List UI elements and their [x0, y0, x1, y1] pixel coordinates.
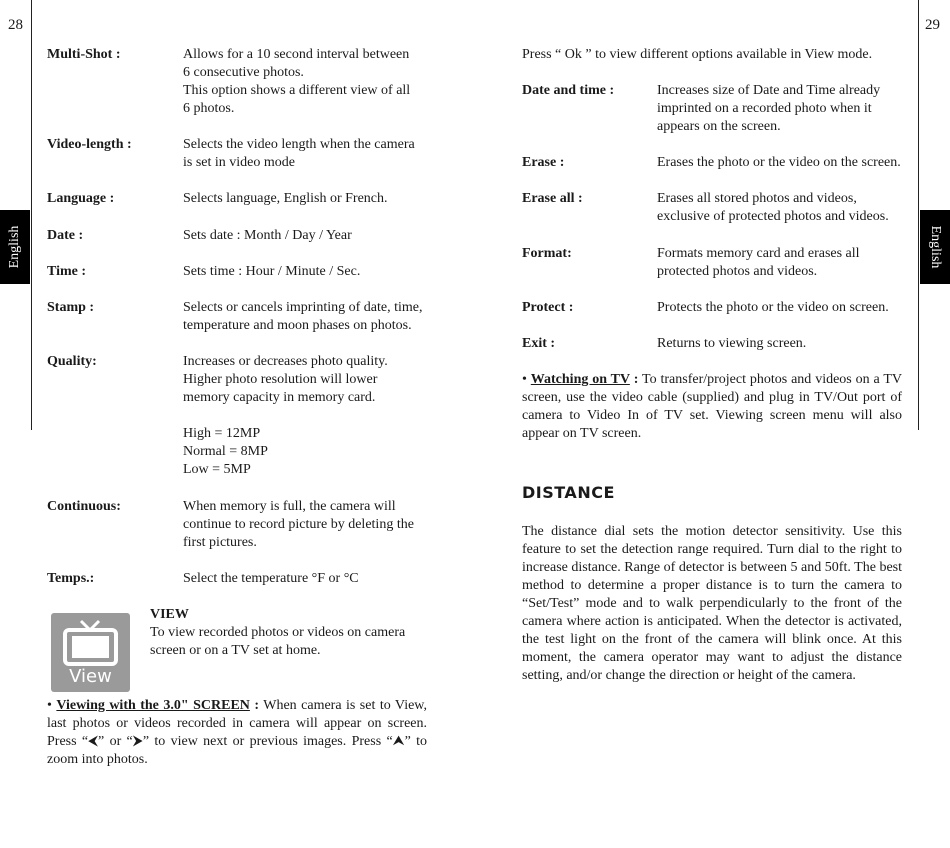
setting-description-line: continue to record picture by deleting the: [183, 517, 414, 532]
view-option-description: [657, 190, 889, 226]
setting-description: [183, 570, 359, 588]
setting-description: [183, 190, 388, 208]
tv-bullet: •: [522, 372, 527, 387]
setting-description: [183, 299, 422, 335]
side-tab-right: [920, 210, 950, 284]
setting-description: [183, 136, 415, 172]
side-tab-right-label: English: [928, 225, 943, 269]
setting-description-line: When memory is full, the camera will: [183, 499, 396, 514]
viewing-sep: :: [249, 698, 260, 713]
view-option-description-line: Returns to viewing screen.: [657, 336, 807, 351]
setting-description-line: Selects language, English or French.: [183, 191, 388, 206]
setting-description: [183, 227, 352, 245]
setting-description-line: is set in video mode: [183, 155, 295, 170]
viewing-screen-paragraph: [47, 697, 427, 769]
view-option-description-line: Protects the photo or the video on screen.: [657, 300, 889, 315]
setting-description-line: Higher photo resolution will lower: [183, 372, 378, 387]
distance-paragraph: The distance dial sets the motion detector sensitivity. Use this feature to set the detection range required. Turn dial to the right to increase distance. Range of detector is between 5 and 50ft. The best method to determine a proper distance is to turn the camera to “Set/Test” mode and to walk perpendicularly to the front of the camera where action is anticipated. When the detector is activated, the test light on the front of the camera will blink once. At this moment, the camera operator may want to adjust the distance setting, and/or change the direction or height of the camera.: [522, 524, 902, 683]
setting-description-line: Normal = 8MP: [183, 444, 268, 459]
view-line-2: screen or on a TV set at home.: [150, 643, 321, 658]
watching-tv-label: Watching on TV: [530, 372, 630, 387]
setting-description-line: temperature and moon phases on photos.: [183, 318, 412, 333]
watching-tv-paragraph: [522, 371, 902, 443]
setting-description-line: Allows for a 10 second interval between: [183, 47, 410, 62]
view-option-description-line: imprinted on a recorded photo when it: [657, 101, 872, 116]
view-option-description-line: Erases all stored photos and videos,: [657, 191, 857, 206]
setting-description-line: 6 consecutive photos.: [183, 65, 304, 80]
setting-description-line: memory capacity in memory card.: [183, 390, 376, 405]
view-icon-label: View: [69, 666, 112, 687]
view-option-description-line: protected photos and videos.: [657, 264, 818, 279]
view-option-description: [657, 245, 860, 281]
side-tab-left-label: English: [7, 225, 22, 269]
side-tab-left: [0, 210, 30, 284]
setting-description-line: 6 photos.: [183, 101, 235, 116]
view-option-term: Protect :: [522, 300, 574, 315]
view-option-term: Date and time :: [522, 83, 615, 98]
setting-term: Stamp :: [47, 300, 95, 315]
setting-term: Quality:: [47, 354, 97, 369]
setting-description: [183, 263, 360, 281]
view-option-description: [657, 335, 806, 353]
setting-description-line: Selects or cancels imprinting of date, time,: [183, 300, 423, 315]
setting-description-line: High = 12MP: [183, 426, 261, 441]
setting-term: Video-length :: [47, 137, 132, 152]
view-icon: [51, 613, 130, 692]
view-option-description-line: Formats memory card and erases all: [657, 246, 860, 261]
view-mode-intro: Press “ Ok ” to view different options available in View mode.: [522, 47, 873, 62]
setting-term: Multi-Shot :: [47, 47, 121, 62]
setting-description: [183, 498, 414, 552]
setting-term: Continuous:: [47, 499, 121, 514]
setting-description-line: This option shows a different view of all: [183, 83, 411, 98]
view-description: [150, 624, 405, 660]
view-option-description-line: exclusive of protected photos and videos.: [657, 209, 889, 224]
distance-heading: DISTANCE: [522, 483, 615, 502]
viewing-screen-text: When camera is set to View, last photos or videos recorded in camera will appear on screen. Press “⮜” or “⮞” to view next or previous images. Press “⮝” to zoom into photos.: [47, 698, 428, 767]
setting-description-line: Sets date : Month / Day / Year: [183, 228, 352, 243]
view-title: VIEW: [150, 607, 189, 622]
setting-description-line: Sets time : Hour / Minute / Sec.: [183, 264, 361, 279]
setting-description: [183, 353, 388, 479]
tv-sep: :: [629, 372, 639, 387]
setting-description-line: Low = 5MP: [183, 462, 251, 477]
view-option-description: [657, 82, 880, 136]
setting-term: Date :: [47, 228, 84, 243]
setting-description: [183, 46, 410, 118]
left-margin-line: [31, 0, 32, 430]
view-option-description: [657, 299, 889, 317]
setting-description-line: first pictures.: [183, 535, 257, 550]
setting-description-line: Select the temperature °F or °C: [183, 571, 359, 586]
view-option-description-line: Erases the photo or the video on the screen.: [657, 155, 901, 170]
setting-term: Time :: [47, 264, 87, 279]
viewing-screen-label: Viewing with the 3.0" SCREEN: [56, 698, 250, 713]
setting-description-line: Selects the video length when the camera: [183, 137, 415, 152]
right-margin-line: [918, 0, 919, 430]
view-option-term: Erase all :: [522, 191, 583, 206]
view-option-term: Erase :: [522, 155, 565, 170]
setting-term: Temps.:: [47, 571, 95, 586]
setting-description-line: Increases or decreases photo quality.: [183, 354, 388, 369]
page-number-left: 28: [8, 17, 23, 33]
view-option-term: Format:: [522, 246, 572, 261]
setting-term: Language :: [47, 191, 115, 206]
view-option-description: [657, 154, 901, 172]
view-option-description-line: Increases size of Date and Time already: [657, 83, 881, 98]
view-line-1: To view recorded photos or videos on camera: [150, 625, 406, 640]
view-option-term: Exit :: [522, 336, 556, 351]
viewing-bullet: •: [47, 698, 52, 713]
setting-description-line: [183, 407, 388, 425]
watching-tv-text: To transfer/project photos and videos on a TV screen, use the video cable (supplied) and plug in TV/Out port of camera to Video In of TV set. Viewing screen menu will also appear on TV screen.: [522, 372, 903, 441]
view-option-description-line: appears on the screen.: [657, 119, 781, 134]
page-number-right: 29: [925, 17, 940, 33]
